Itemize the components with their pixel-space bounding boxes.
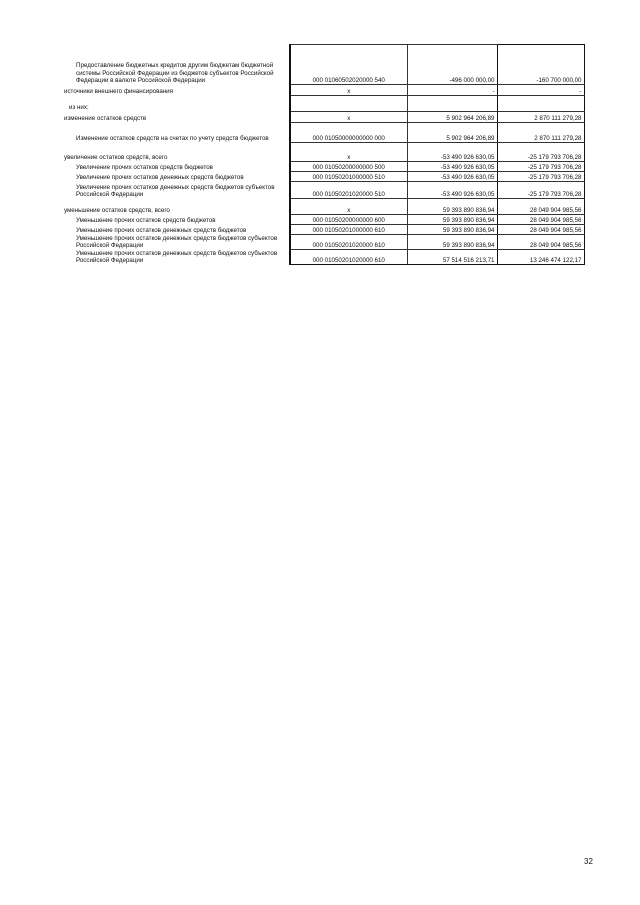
row-code: x bbox=[290, 85, 407, 96]
table-row bbox=[62, 45, 584, 85]
row-name: Предоставление бюджетных кредитов другим бюджетам бюджетной системы Российской Федерации из бюджетов субъектов Российской Федерации в валюте Российской Федерации bbox=[76, 62, 274, 85]
row-exec: 28 049 904 985,56 bbox=[497, 225, 584, 235]
row-plan: -53 490 926 630,05 bbox=[407, 172, 497, 182]
row-name: увеличение остатков средств, всего bbox=[64, 154, 168, 162]
row-plan: - bbox=[407, 85, 497, 96]
table-row bbox=[62, 215, 584, 225]
table-row bbox=[62, 96, 584, 112]
page-number: 32 bbox=[584, 857, 593, 866]
row-exec: -25 179 793 706,28 bbox=[497, 143, 584, 162]
row-plan: -53 490 926 630,05 bbox=[407, 182, 497, 199]
row-plan: 5 902 964 206,89 bbox=[407, 123, 497, 143]
row-code: 000 01050200000000 500 bbox=[290, 162, 407, 172]
table-row bbox=[62, 112, 584, 123]
row-name: уменьшение остатков средств, всего bbox=[64, 207, 170, 215]
table-row bbox=[62, 85, 584, 96]
row-code: 000 01050201020000 610 bbox=[290, 250, 407, 265]
row-code: 000 01050201020000 610 bbox=[290, 235, 407, 250]
row-name: Увеличение прочих остатков денежных средств бюджетов bbox=[76, 174, 244, 182]
row-exec: 28 049 904 985,56 bbox=[497, 235, 584, 250]
table-row bbox=[62, 162, 584, 172]
row-exec: -25 179 793 706,28 bbox=[497, 172, 584, 182]
row-exec: - bbox=[497, 85, 584, 96]
row-plan: 57 514 516 213,71 bbox=[407, 250, 497, 265]
row-name: Уменьшение прочих остатков средств бюджетов bbox=[76, 217, 216, 225]
table-row bbox=[62, 235, 584, 250]
row-code bbox=[290, 96, 407, 112]
row-code: 000 01050201020000 510 bbox=[290, 182, 407, 199]
row-name: Уменьшение прочих остатков денежных средств бюджетов субъектов Российской Федерации bbox=[76, 234, 278, 250]
row-code: 000 01050200000000 600 bbox=[290, 215, 407, 225]
table-row bbox=[62, 225, 584, 235]
row-code: 000 01050201000000 610 bbox=[290, 225, 407, 235]
row-name: изменение остатков средств bbox=[64, 115, 147, 123]
table-row bbox=[62, 199, 584, 215]
table-row bbox=[62, 123, 584, 143]
row-plan bbox=[407, 96, 497, 112]
row-name: Уменьшение прочих остатков денежных средств бюджетов bbox=[76, 227, 247, 235]
row-code: x bbox=[290, 143, 407, 162]
table-row bbox=[62, 182, 584, 199]
report-sheet bbox=[62, 44, 584, 265]
row-plan: 59 393 890 836,94 bbox=[407, 235, 497, 250]
row-plan: 59 393 890 836,94 bbox=[407, 225, 497, 235]
row-plan: 5 902 964 206,89 bbox=[407, 112, 497, 123]
row-code: 000 01050000000000 000 bbox=[290, 123, 407, 143]
row-exec: -160 700 000,00 bbox=[497, 45, 584, 85]
row-plan: -496 000 000,00 bbox=[407, 45, 497, 85]
row-exec: 2 870 111 279,28 bbox=[497, 112, 584, 123]
row-plan: 59 393 890 836,94 bbox=[407, 199, 497, 215]
row-exec: -25 179 793 706,28 bbox=[497, 162, 584, 172]
row-exec: 28 049 904 985,56 bbox=[497, 199, 584, 215]
row-exec: -25 179 793 706,28 bbox=[497, 182, 584, 199]
row-plan: 59 393 890 836,94 bbox=[407, 215, 497, 225]
row-code: 000 01050201000000 510 bbox=[290, 172, 407, 182]
row-plan: -53 490 926 630,05 bbox=[407, 143, 497, 162]
row-exec: 2 870 111 279,28 bbox=[497, 123, 584, 143]
row-code: 000 01060502020000 540 bbox=[290, 45, 407, 85]
row-name: источники внешнего финансирования bbox=[64, 88, 173, 96]
row-plan: -53 490 926 630,05 bbox=[407, 162, 497, 172]
row-code: x bbox=[290, 112, 407, 123]
table-row bbox=[62, 143, 584, 162]
row-exec: 28 049 904 985,56 bbox=[497, 215, 584, 225]
row-exec bbox=[497, 96, 584, 112]
row-exec: 13 246 474 122,17 bbox=[497, 250, 584, 265]
table-row bbox=[62, 250, 584, 265]
table-row bbox=[62, 172, 584, 182]
row-name: Увеличение прочих остатков средств бюджетов bbox=[76, 164, 213, 172]
sources-table bbox=[62, 44, 585, 265]
row-name: из них: bbox=[69, 104, 89, 112]
row-code: x bbox=[290, 199, 407, 215]
row-name: Уменьшение прочих остатков денежных средств бюджетов субъектов Российской Федерации bbox=[76, 249, 278, 265]
row-name: Изменение остатков средств на счетах по учету средств бюджетов bbox=[76, 135, 269, 143]
row-name: Увеличение прочих остатков денежных средств бюджетов субъектов Российской Федерации bbox=[76, 183, 275, 199]
